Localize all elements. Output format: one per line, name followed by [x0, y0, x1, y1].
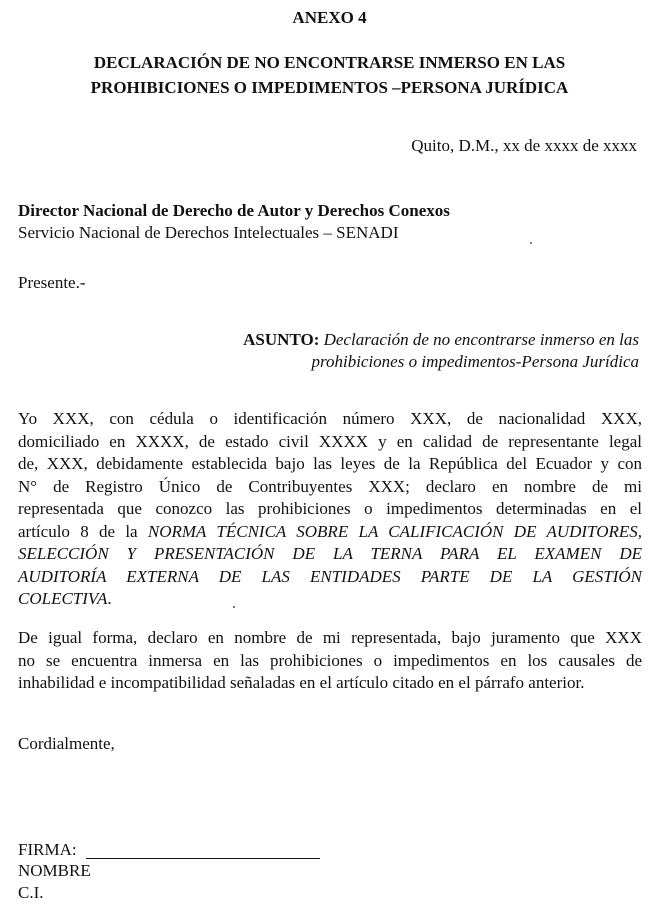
- paragraph-line: Yo XXX, con cédula o identificación número XXX, de nacionalidad XXX,: [18, 409, 642, 428]
- subject-block: [199, 329, 639, 373]
- paragraph-line: [18, 588, 642, 611]
- recipient-institution: Servicio Nacional de Derechos Intelectuales – SENADI: [18, 223, 399, 242]
- declaration-paragraph: [18, 408, 642, 611]
- paragraph-line: no se encuentra inmersa en las prohibiciones o impedimentos en los causales de: [18, 650, 642, 670]
- dateline: Quito, D.M., xx de xxxx de xxxx: [411, 136, 637, 155]
- norm-title-text: NORMA TÉCNICA SOBRE LA CALIFICACIÓN DE AUDITORES,: [147, 521, 642, 541]
- paragraph-line: De igual forma, declaro en nombre de mi representada, bajo juramento que XXX: [18, 628, 642, 647]
- oath-paragraph: [18, 627, 642, 695]
- name-label: NOMBRE: [18, 861, 91, 880]
- annex-title: ANEXO 4: [292, 8, 367, 27]
- document-title-line-1: DECLARACIÓN DE NO ENCONTRARSE INMERSO EN LAS: [93, 53, 566, 72]
- paragraph-line: inhabilidad e incompatibilidad señaladas en el artículo citado en el párrafo anterior.: [18, 673, 585, 692]
- paragraph-line: [18, 543, 642, 566]
- greeting: Presente.-: [18, 273, 86, 292]
- paragraph-line: [18, 521, 642, 544]
- subject-text-line-1: Declaración de no encontrarse inmerso en las: [323, 330, 639, 349]
- paragraph-line: domiciliado en XXXX, de estado civil XXXX y en calidad de representante legal: [18, 431, 642, 451]
- id-label: C.I.: [18, 883, 44, 902]
- paragraph-text: .: [107, 589, 112, 608]
- norm-title-text: AUDITORÍA EXTERNA DE LAS ENTIDADES PARTE DE LA GESTIÓN: [18, 566, 642, 586]
- paragraph-line: [18, 566, 642, 589]
- paragraph-line: N° de Registro Único de Contribuyentes XXX; declaro en nombre de mi: [18, 476, 642, 496]
- subject-label: ASUNTO:: [243, 330, 320, 349]
- signature-label: FIRMA:: [18, 840, 77, 859]
- subject-text-line-2: prohibiciones o impedimentos-Persona Jurídica: [311, 352, 639, 371]
- norm-title-text: SELECCIÓN Y PRESENTACIÓN DE LA TERNA PARA EL EXAMEN DE: [18, 544, 642, 563]
- scan-speck: [530, 242, 532, 244]
- closing: Cordialmente,: [18, 734, 115, 753]
- document-title: [20, 50, 639, 100]
- document-title-line-2: PROHIBICIONES O IMPEDIMENTOS –PERSONA JURÍDICA: [90, 78, 569, 97]
- scan-speck: [233, 606, 235, 608]
- paragraph-text: artículo 8 de la: [18, 521, 148, 541]
- recipient-name: Director Nacional de Derecho de Autor y Derechos Conexos: [18, 201, 450, 220]
- paragraph-line: de, XXX, debidamente establecida bajo las leyes de la República del Ecuador y con: [18, 454, 642, 473]
- signature-line: [86, 858, 320, 859]
- paragraph-line: representada que conozco las prohibiciones o impedimentos determinadas en el: [18, 499, 642, 518]
- norm-title-text: COLECTIVA: [18, 589, 108, 608]
